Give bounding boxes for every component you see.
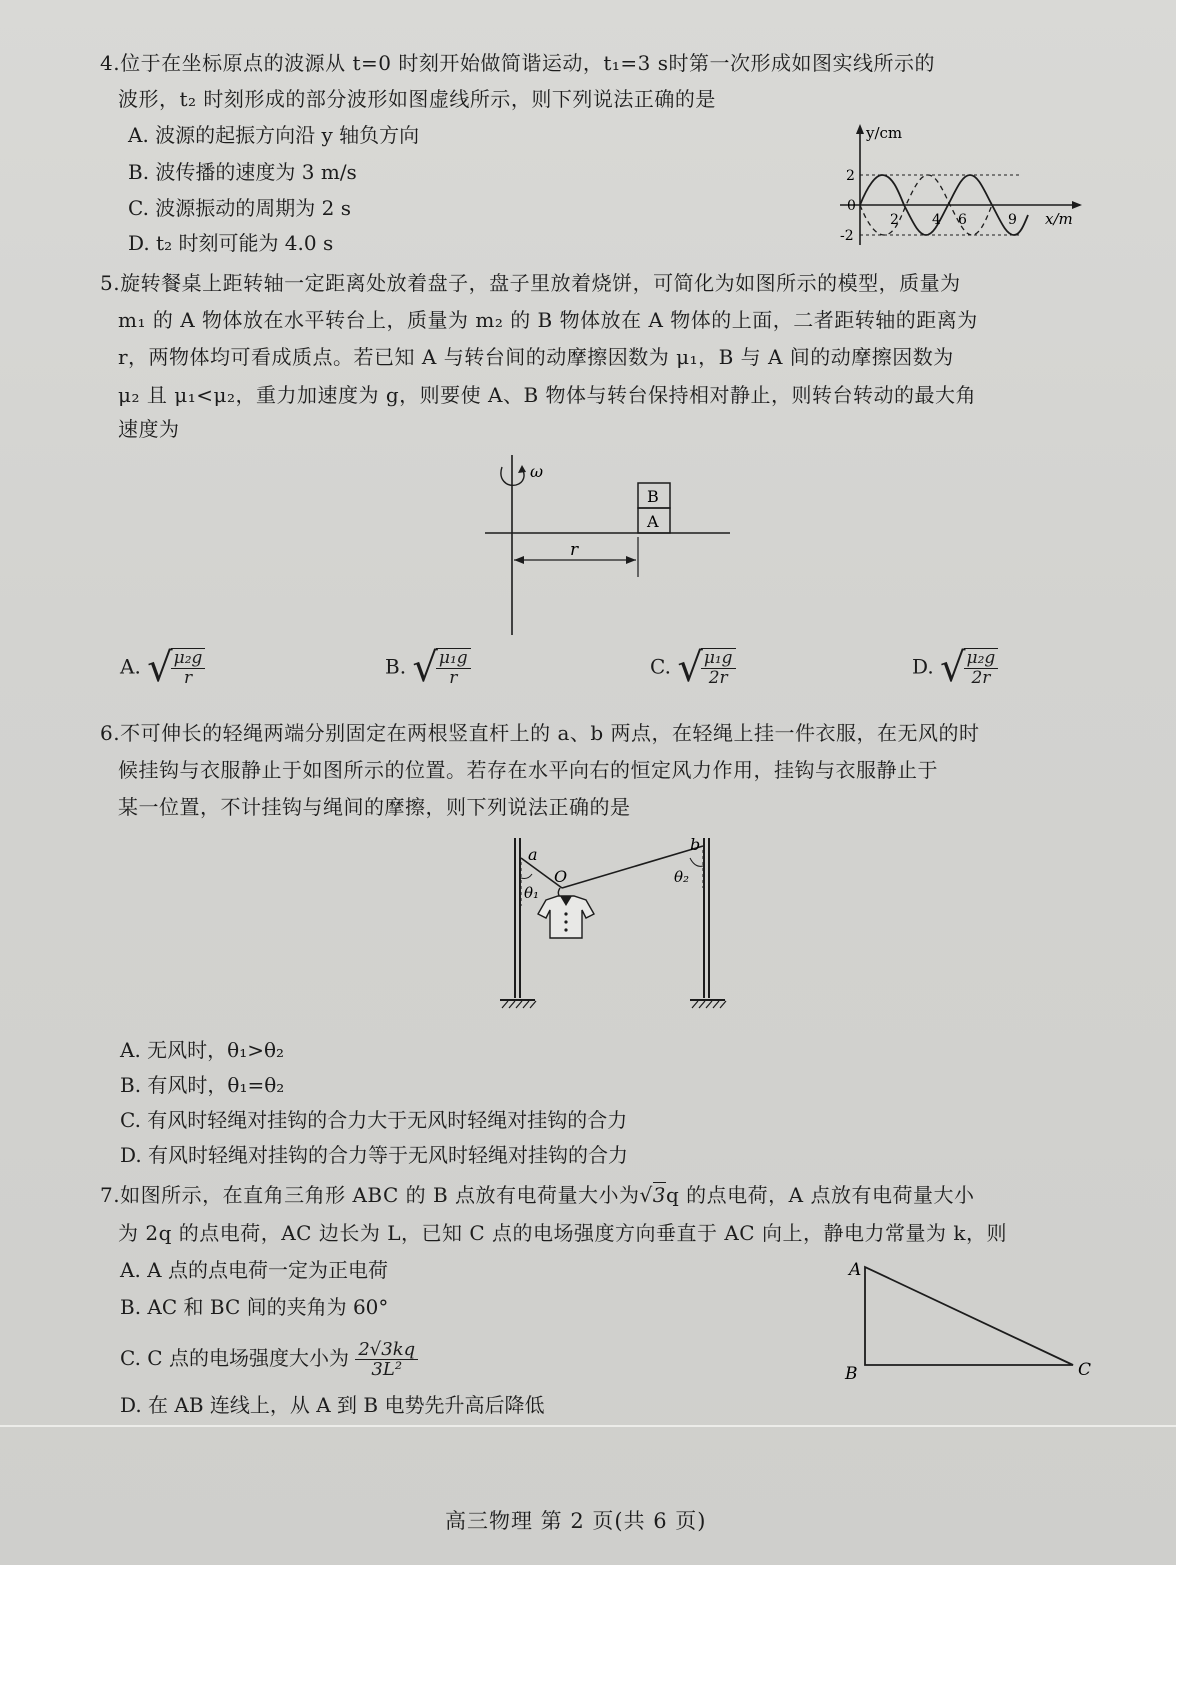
q7-option-c: C. C 点的电场强度大小为 $\frac{2√3kq}{\text{3L²}}$ xyxy=(120,1340,418,1379)
wave-tick-x-2: 2 xyxy=(890,212,899,228)
q4-option-b: B. 波传播的速度为 3 m/s xyxy=(128,160,357,184)
q4-option-c: C. 波源振动的周期为 2 s xyxy=(128,196,352,220)
q7-stem-line1: 7.如图所示，在直角三角形 ABC 的 B 点放有电荷量大小为√3q 的点电荷，A 点放有电荷量大小 xyxy=(100,1183,975,1207)
q6-option-a: A. 无风时，θ₁>θ₂ xyxy=(120,1038,285,1062)
vertex-b-label: B xyxy=(845,1364,858,1384)
point-b-label: b xyxy=(690,838,701,854)
q6-stem-line1: 6.不可伸长的轻绳两端分别固定在两根竖直杆上的 a、b 两点，在轻绳上挂一件衣服，在无风的时 xyxy=(100,721,980,745)
q7-option-a: A. A 点的点电荷一定为正电荷 xyxy=(120,1258,388,1282)
q5-stem-line2: m₁ 的 A 物体放在水平转台上，质量为 m₂ 的 B 物体放在 A 物体的上面，二者距转轴的距离为 xyxy=(118,308,978,332)
q5-option-a: A. √ $\frac{\text{μ₂g}}{r}$ xyxy=(120,648,205,688)
q6-option-b: B. 有风时，θ₁=θ₂ xyxy=(120,1073,285,1097)
block-b-label: B xyxy=(647,487,659,506)
shirt-icon xyxy=(538,896,594,938)
q7-stem-line2: 为 2q 的点电荷，AC 边长为 L，已知 C 点的电场强度方向垂直于 AC 向上，静电力常量为 k，则 xyxy=(118,1221,1007,1245)
q6-option-c: C. 有风时轻绳对挂钩的合力大于无风时轻绳对挂钩的合力 xyxy=(120,1108,628,1132)
q5-stem-line1: 5.旋转餐桌上距转轴一定距离处放着盘子，盘子里放着烧饼，可简化为如图所示的模型，质量为 xyxy=(100,271,961,295)
q7-option-d: D. 在 AB 连线上，从 A 到 B 电势先升高后降低 xyxy=(120,1393,545,1417)
wave-tick-y-neg2: -2 xyxy=(840,228,854,244)
turntable-figure xyxy=(470,455,740,640)
vertex-c-label: C xyxy=(1078,1360,1092,1380)
q4-option-d: D. t₂ 时刻可能为 4.0 s xyxy=(128,231,334,255)
wave-figure xyxy=(820,120,1090,250)
clothesline-figure xyxy=(490,838,750,1018)
q5-option-d: D. √ $\frac{\text{μ₂g}}{2r}$ xyxy=(912,648,998,688)
triangle-figure xyxy=(835,1255,1095,1390)
wave-tick-y-2: 2 xyxy=(846,168,855,184)
q5-option-c: C. √ $\frac{\text{μ₁g}}{2r}$ xyxy=(650,648,736,688)
q4-stem-line1: 4.位于在坐标原点的波源从 t=0 时刻开始做简谐运动，t₁=3 s时第一次形成如图实线所示的 xyxy=(100,51,935,75)
wave-tick-x-9: 9 xyxy=(1008,212,1017,228)
wave-tick-y-0: 0 xyxy=(847,198,856,214)
point-a-label: a xyxy=(528,845,538,864)
omega-label: ω xyxy=(530,462,544,481)
q5-stem-line3: r，两物体均可看成质点。若已知 A 与转台间的动摩擦因数为 μ₁，B 与 A 间的动摩擦因数为 xyxy=(118,345,954,369)
block-a-label: A xyxy=(647,512,659,531)
theta1-label: θ₁ xyxy=(524,884,540,902)
wave-x-axis-label: x/m xyxy=(1045,210,1073,228)
fold-line xyxy=(0,1425,1176,1427)
wave-tick-x-4: 4 xyxy=(932,212,941,228)
vertex-a-label: A xyxy=(849,1260,862,1280)
q5-stem-line4: μ₂ 且 μ₁<μ₂，重力加速度为 g，则要使 A、B 物体与转台保持相对静止，则转台转动的最大角 xyxy=(118,383,977,407)
q5-option-b: B. √ $\frac{\text{μ₁g}}{r}$ xyxy=(385,648,471,688)
radius-label: r xyxy=(570,540,579,560)
theta2-label: θ₂ xyxy=(674,868,690,886)
wave-y-axis-label: y/cm xyxy=(866,124,903,142)
q6-option-d: D. 有风时轻绳对挂钩的合力等于无风时轻绳对挂钩的合力 xyxy=(120,1143,629,1167)
q4-stem-line2: 波形，t₂ 时刻形成的部分波形如图虚线所示，则下列说法正确的是 xyxy=(118,87,716,111)
q6-stem-line3: 某一位置，不计挂钩与绳间的摩擦，则下列说法正确的是 xyxy=(118,795,631,819)
q6-stem-line2: 候挂钩与衣服静止于如图所示的位置。若存在水平向右的恒定风力作用，挂钩与衣服静止于 xyxy=(118,758,938,782)
q7-option-b: B. AC 和 BC 间的夹角为 60° xyxy=(120,1295,389,1319)
wave-tick-x-6: 6 xyxy=(958,212,967,228)
point-o-label: O xyxy=(554,867,568,886)
q4-option-a: A. 波源的起振方向沿 y 轴负方向 xyxy=(128,123,420,147)
page-footer: 高三物理 第 2 页(共 6 页) xyxy=(445,1509,707,1533)
q5-stem-line5: 速度为 xyxy=(118,417,180,441)
